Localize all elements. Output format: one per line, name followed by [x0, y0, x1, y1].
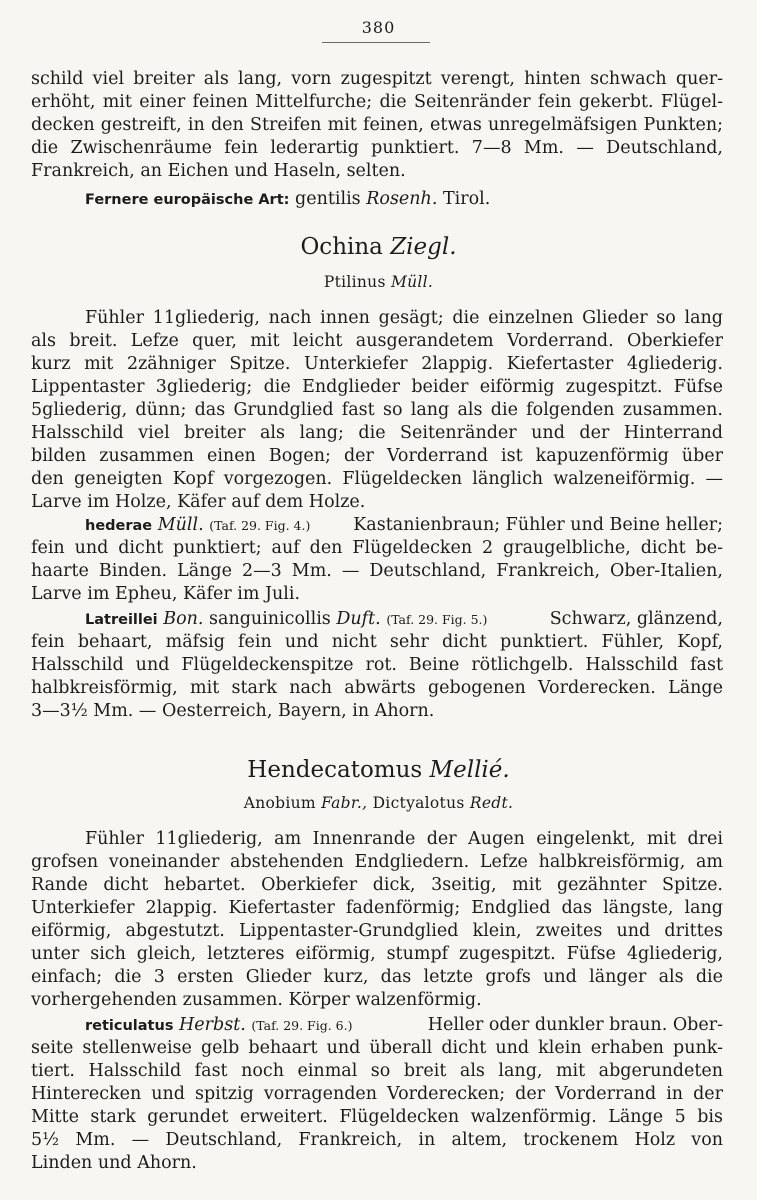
text-line: eiförmig, abgestutzt. Lippentaster-Grundglied klein, zweites und drittes [31, 921, 723, 941]
species-author: Müll. [157, 515, 204, 535]
species-latreillei [31, 608, 723, 723]
species-first-line [31, 514, 723, 537]
page-number-rule [322, 42, 430, 43]
synonym-name: Anobium [243, 794, 316, 812]
text-line: decken gestreift, in den Streifen mit feinen, etwas unregelmäfsigen Punkten; [31, 115, 723, 135]
text-line: Linden und Ahorn. [31, 1153, 197, 1173]
species-author: Bon. [163, 609, 204, 629]
text-line: Mitte stark gerundet erweitert. Flügeldecken walzenförmig. Länge 5 bis [31, 1107, 723, 1127]
intro-paragraph [31, 68, 723, 183]
text-line: Larve im Epheu, Käfer im Juli. [31, 584, 301, 604]
synonym-author: Duft. [336, 609, 381, 629]
species-text: Kastanienbraun; Fühler und Beine heller; [353, 515, 723, 535]
plate-reference: (Taf. 29. Fig. 5.) [386, 612, 488, 627]
further-species-line [85, 188, 685, 211]
synonym-name: Dictyalotus [372, 794, 465, 812]
synonym-name: Ptilinus [323, 273, 386, 291]
text-line: Rande dicht hebartet. Oberkiefer dick, 3seitig, mit gezähnter Spitze. [31, 875, 723, 895]
species-reticulatus [31, 1014, 723, 1175]
species-first-line [31, 608, 723, 631]
text-line: schild viel breiter als lang, vorn zugespitzt verengt, hinten schwach quer- [31, 69, 723, 89]
species-text: Heller oder dunkler braun. Ober- [427, 1015, 723, 1035]
text-line: Lippentaster 3gliederig; die Endglieder beider eiförmig zugespitzt. Füfse [31, 377, 723, 397]
text-line: Frankreich, an Eichen und Haseln, selten. [31, 161, 406, 181]
genus-heading-ochina [0, 232, 757, 262]
species-text: Schwarz, glänzend, [549, 609, 723, 629]
species-place: Tirol. [442, 189, 491, 209]
text-line: bilden zusammen einen Bogen; der Vorderrand ist kapuzenförmig über [31, 446, 723, 466]
text-line: als breit. Lefze quer, mit leicht ausgerandetem Vorderrand. Oberkiefer [31, 331, 723, 351]
text-line: Halsschild und Flügeldeckenspitze rot. Beine rötlichgelb. Halsschild fast [31, 655, 723, 675]
text-line: einfach; die 3 ersten Glieder kurz, das letzte grofs und länger als die [31, 967, 723, 987]
genus-heading-hendecatomus [0, 755, 757, 785]
text-line: grofsen voneinander abstehenden Endgliedern. Lefze halbkreisförmig, am [31, 852, 723, 872]
page-number: 380 [361, 18, 396, 37]
text-line: 5½ Mm. — Deutschland, Frankreich, in altem, trockenem Holz von [31, 1130, 723, 1150]
further-species-label: Fernere europäische Art: [85, 192, 290, 208]
genus-author: Mellié. [429, 757, 510, 783]
text-line: fein behaart, mäfsig fein und nicht sehr dicht punktiert. Fühler, Kopf, [31, 632, 723, 652]
plate-reference: (Taf. 29. Fig. 4.) [209, 518, 311, 533]
species-first-line [31, 1014, 723, 1037]
synonym-author: Redt. [469, 794, 514, 812]
plate-reference: (Taf. 29. Fig. 6.) [251, 1018, 353, 1033]
synonym-author: Müll. [390, 273, 434, 291]
text-line: 5gliederig, dünn; das Grundglied fast so lang als die folgenden zusammen. [31, 400, 723, 420]
species-name: reticulatus [85, 1018, 174, 1034]
ochina-description [31, 307, 723, 514]
text-line: Larve im Holze, Käfer auf dem Holze. [31, 492, 366, 512]
text-line: Fühler 11gliederig, am Innenrande der Augen eingelenkt, mit drei [85, 829, 723, 849]
text-line: Hinterecken und spitzig vorragenden Vorderecken; der Vorderrand in der [31, 1084, 723, 1104]
hendecatomus-description [31, 828, 723, 1012]
species-author: Herbst. [179, 1015, 246, 1035]
species-name: hederae [85, 518, 153, 534]
text-line: vorhergehenden zusammen. Körper walzenförmig. [31, 990, 482, 1010]
genus-name: Ochina [300, 234, 383, 260]
text-line: die Zwischenräume fein lederartig punktiert. 7—8 Mm. — Deutschland, [31, 138, 723, 158]
species-author: Rosenh. [366, 189, 438, 209]
species-name: Latreillei [85, 612, 158, 628]
genus-author: Ziegl. [390, 234, 457, 260]
text-line: kurz mit 2zähniger Spitze. Unterkiefer 2lappig. Kiefertaster 4gliederig. [31, 354, 723, 374]
text-line: seite stellenweise gelb behaart und überall dicht und klein erhaben punk- [31, 1038, 723, 1058]
text-line: fein und dicht punktiert; auf den Flügeldecken 2 graugelbliche, dicht be- [31, 538, 723, 558]
genus-synonym-ochina [0, 271, 757, 293]
text-line: Fühler 11gliederig, nach innen gesägt; die einzelnen Glieder so lang [85, 308, 723, 328]
text-line: Unterkiefer 2lappig. Kiefertaster fadenförmig; Endglied das längste, lang [31, 898, 723, 918]
text-line: unter sich gleich, letzteres eiförmig, stumpf zugespitzt. Füfse 4gliederig, [31, 944, 723, 964]
text-line: erhöht, mit einer feinen Mittelfurche; die Seitenränder fein gekerbt. Flügel- [31, 92, 723, 112]
text-line: 3—3½ Mm. — Oesterreich, Bayern, in Ahorn. [31, 701, 435, 721]
text-line: den geneigten Kopf vorgezogen. Flügeldecken länglich walzeneiförmig. — [31, 469, 723, 489]
species-hederae [31, 514, 723, 606]
text-line: halbkreisförmig, mit stark nach abwärts gebogenen Vorderecken. Länge [31, 678, 723, 698]
genus-name: Hendecatomus [247, 757, 423, 783]
synonym-name: sanguinicollis [209, 609, 331, 629]
text-line: tiert. Halsschild fast noch einmal so breit als lang, mit abgerundeten [31, 1061, 723, 1081]
synonym-author: Fabr., [321, 794, 368, 812]
text-line: Halsschild viel breiter als lang; die Seitenränder und der Hinterrand [31, 423, 723, 443]
genus-synonyms-hendecatomus [0, 792, 757, 814]
species-name: gentilis [295, 189, 361, 209]
text-line: haarte Binden. Länge 2—3 Mm. — Deutschland, Frankreich, Ober-Italien, [31, 561, 723, 581]
